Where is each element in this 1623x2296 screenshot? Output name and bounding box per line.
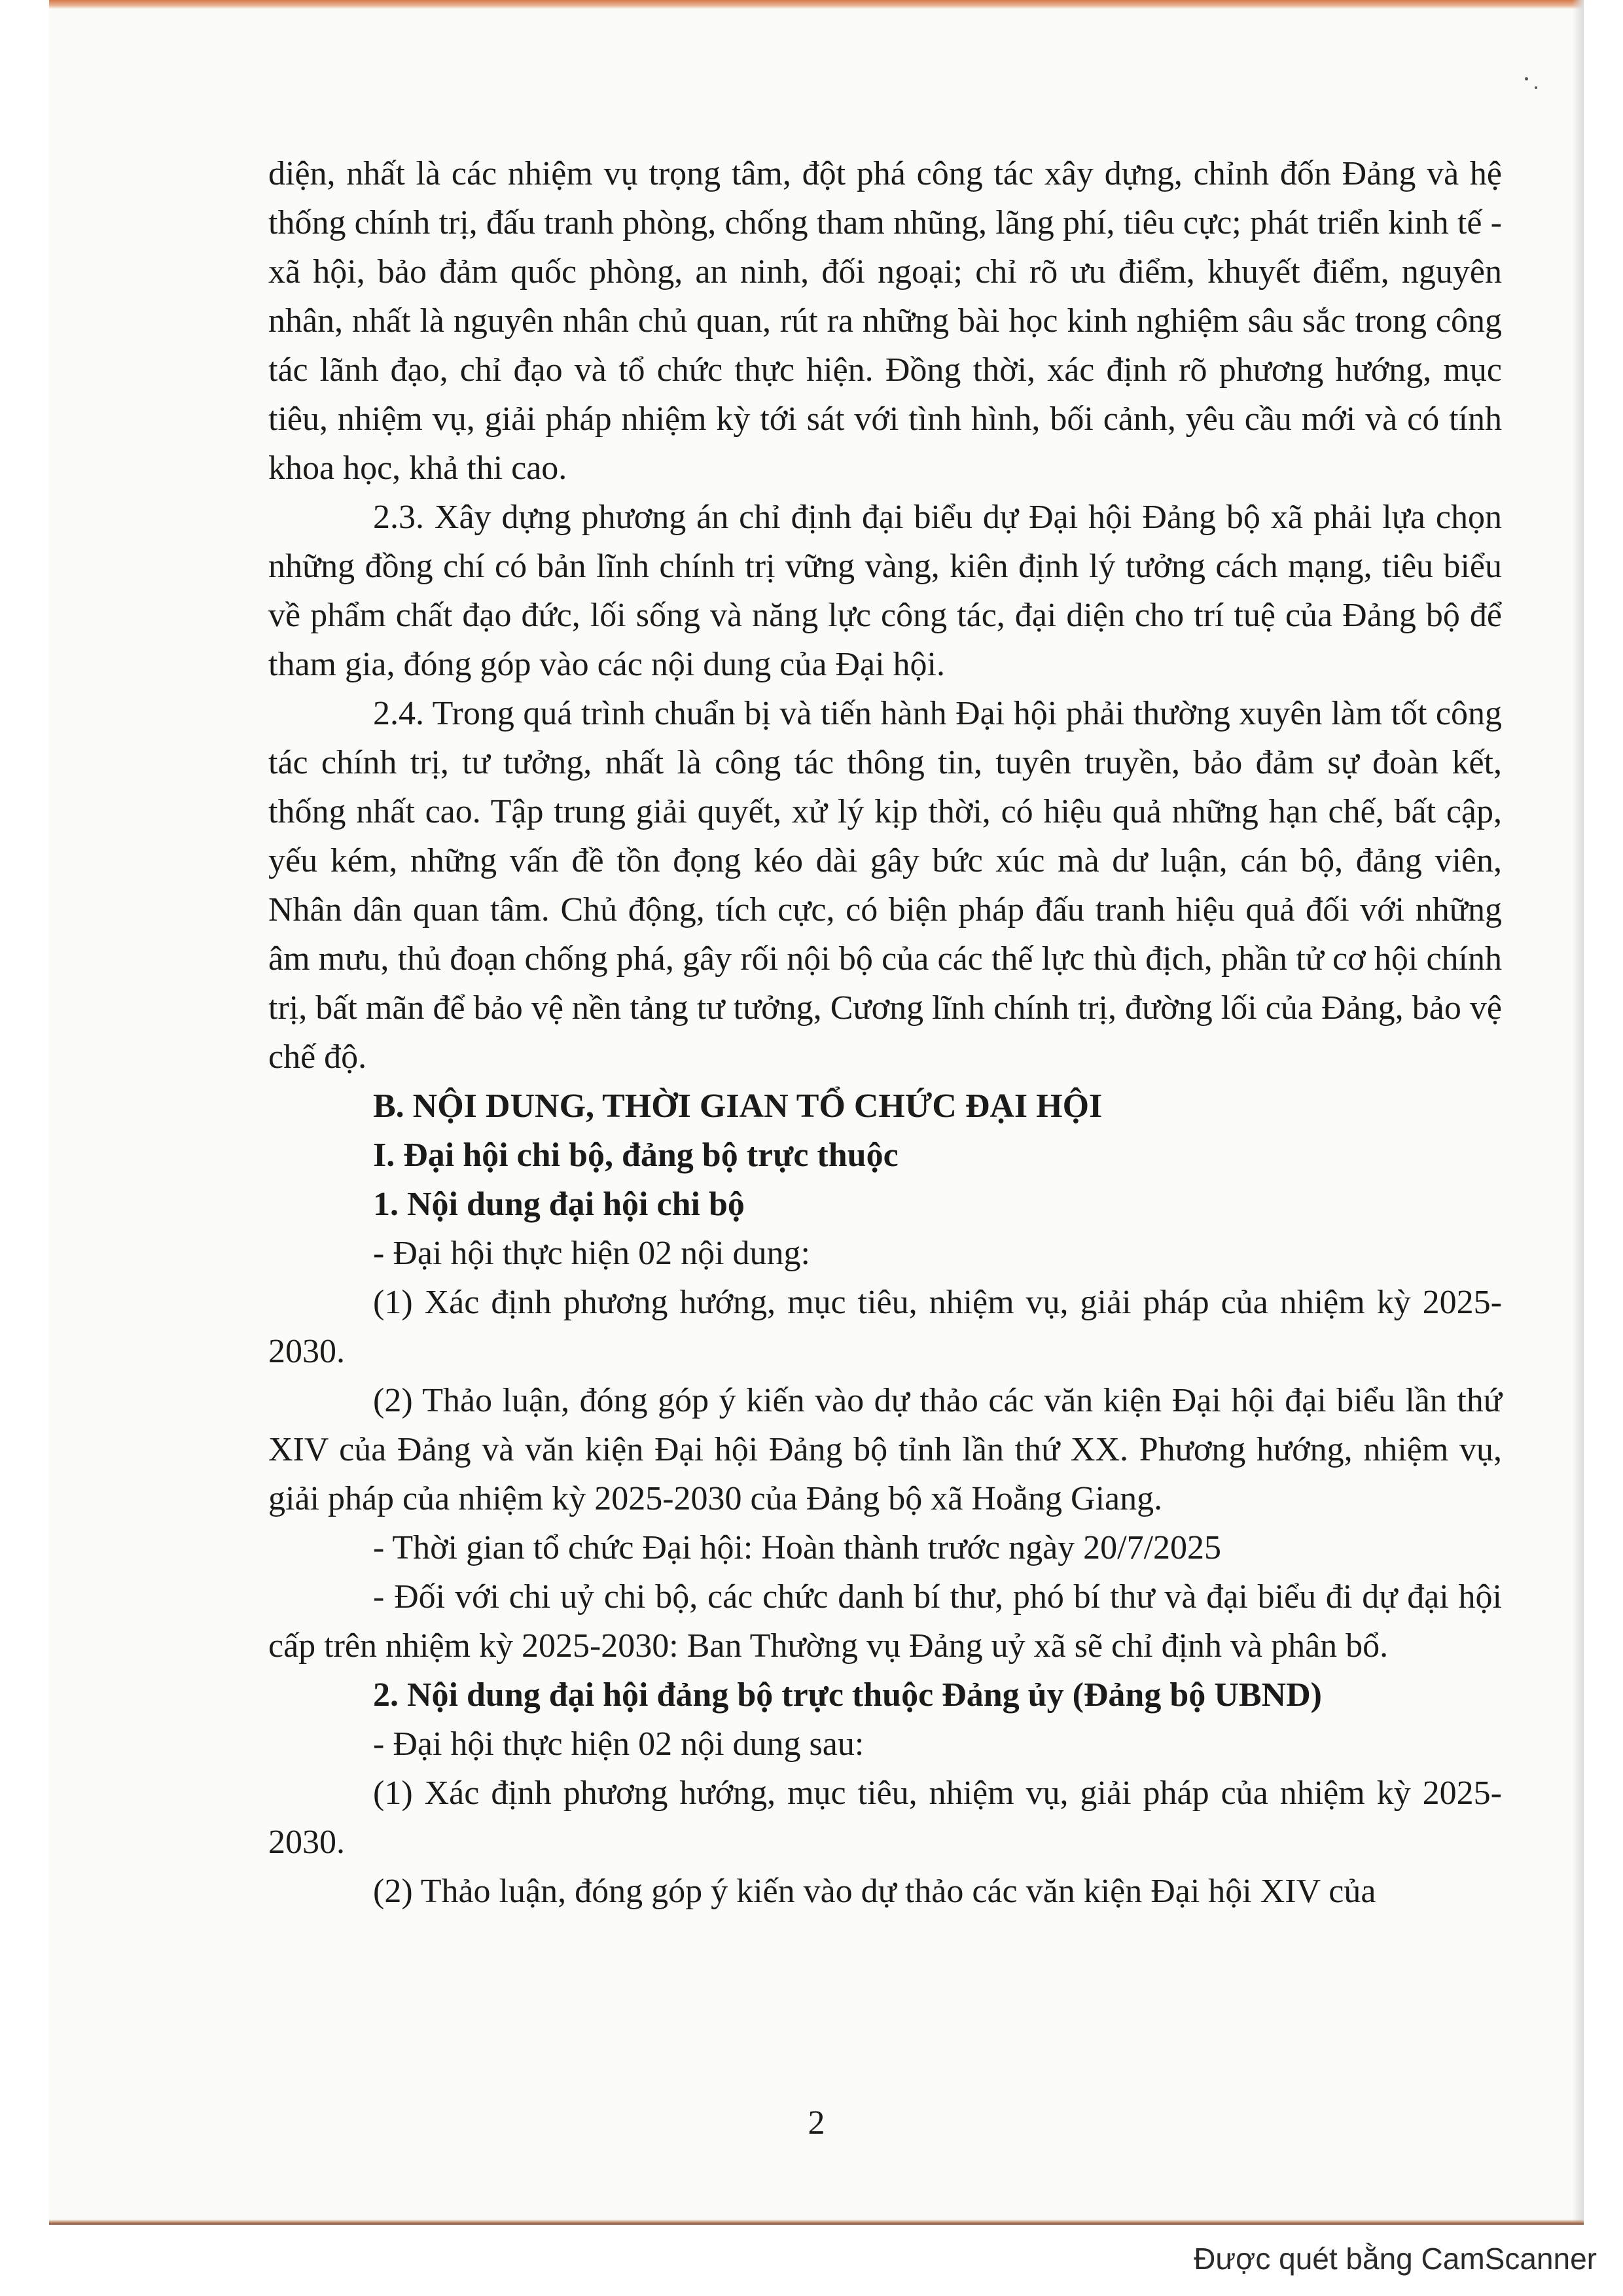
camscanner-watermark: Được quét bằng CamScanner — [1194, 2242, 1597, 2276]
subsection-heading-2: 2. Nội dung đại hội đảng bộ trực thuộc Đảng ủy (Đảng bộ UBND) — [373, 1676, 1322, 1714]
section-heading-i: I. Đại hội chi bộ, đảng bộ trực thuộc — [373, 1137, 899, 1174]
page-bottom-edge — [49, 2219, 1584, 2225]
subsection-heading-1: 1. Nội dung đại hội chi bộ — [373, 1186, 745, 1223]
scanned-page — [49, 0, 1584, 2225]
paragraph-item-1b: (1) Xác định phương hướng, mục tiêu, nhiệm vụ, giải pháp của nhiệm kỳ 2025-2030. — [268, 1775, 1502, 1861]
page-right-edge — [1572, 0, 1584, 2225]
section-heading-b: B. NỘI DUNG, THỜI GIAN TỔ CHỨC ĐẠI HỘI — [373, 1087, 1103, 1125]
paragraph-content-intro-2: - Đại hội thực hiện 02 nội dung sau: — [373, 1725, 865, 1763]
paragraph-2-3: 2.3. Xây dựng phương án chỉ định đại biểu dự Đại hội Đảng bộ xã phải lựa chọn những đồng chí có bản lĩnh chính trị vững vàng, kiên định lý tưởng cách mạng, tiêu biểu về phẩm chất đạo đức, lối sống và năng lực công tác, đại diện cho trí tuệ của Đảng bộ để tham gia, đóng góp vào các nội dung của Đại hội. — [268, 499, 1502, 683]
paragraph-time: - Thời gian tổ chức Đại hội: Hoàn thành trước ngày 20/7/2025 — [373, 1529, 1222, 1566]
paragraph-2-4: 2.4. Trong quá trình chuẩn bị và tiến hành Đại hội phải thường xuyên làm tốt công tác chính trị, tư tưởng, nhất là công tác thông tin, tuyên truyền, bảo đảm sự đoàn kết, thống nhất cao. Tập trung giải quyết, xử lý kịp thời, có hiệu quả những hạn chế, bất cập, yếu kém, những vấn đề tồn đọng kéo dài gây bức xúc mà dư luận, cán bộ, đảng viên, Nhân dân quan tâm. Chủ động, tích cực, có biện pháp đấu tranh hiệu quả đối với những âm mưu, thủ đoạn chống phá, gây rối nội bộ của các thế lực thù địch, phần tử cơ hội chính trị, bất mãn để bảo vệ nền tảng tư tưởng, Cương lĩnh chính trị, đường lối của Đảng, bảo vệ chế độ. — [268, 695, 1502, 1076]
paragraph-item-2b: (2) Thảo luận, đóng góp ý kiến vào dự thảo các văn kiện Đại hội XIV của — [373, 1873, 1376, 1910]
scan-speck — [1525, 77, 1528, 80]
paragraph-item-2: (2) Thảo luận, đóng góp ý kiến vào dự thảo các văn kiện Đại hội đại biểu lần thứ XIV của Đảng và văn kiện Đại hội Đảng bộ tỉnh lần thứ XX. Phương hướng, nhiệm vụ, giải pháp của nhiệm kỳ 2025-2030 của Đảng bộ xã Hoằng Giang. — [268, 1382, 1502, 1517]
paragraph-continuation: diện, nhất là các nhiệm vụ trọng tâm, đột phá công tác xây dựng, chỉnh đốn Đảng và hệ thống chính trị, đấu tranh phòng, chống tham nhũng, lãng phí, tiêu cực; phát triển kinh tế - xã hội, bảo đảm quốc phòng, an ninh, đối ngoại; chỉ rõ ưu điểm, khuyết điểm, nguyên nhân, nhất là nguyên nhân chủ quan, rút ra những bài học kinh nghiệm sâu sắc trong công tác lãnh đạo, chỉ đạo và tổ chức thực hiện. Đồng thời, xác định rõ phương hướng, mục tiêu, nhiệm vụ, giải pháp nhiệm kỳ tới sát với tình hình, bối cảnh, yêu cầu mới và có tính khoa học, khả thi cao. — [268, 155, 1502, 487]
paragraph-item-1: (1) Xác định phương hướng, mục tiêu, nhiệm vụ, giải pháp của nhiệm kỳ 2025-2030. — [268, 1284, 1502, 1370]
paragraph-content-intro: - Đại hội thực hiện 02 nội dung: — [373, 1235, 810, 1272]
paragraph-appointment: - Đối với chi uỷ chi bộ, các chức danh bí thư, phó bí thư và đại biểu đi dự đại hội cấp trên nhiệm kỳ 2025-2030: Ban Thường vụ Đảng uỷ xã sẽ chỉ định và phân bổ. — [268, 1578, 1502, 1665]
page-number: 2 — [808, 2104, 825, 2142]
scan-speck — [1535, 86, 1537, 89]
page-top-edge — [49, 0, 1584, 9]
document-body — [268, 149, 1502, 1916]
